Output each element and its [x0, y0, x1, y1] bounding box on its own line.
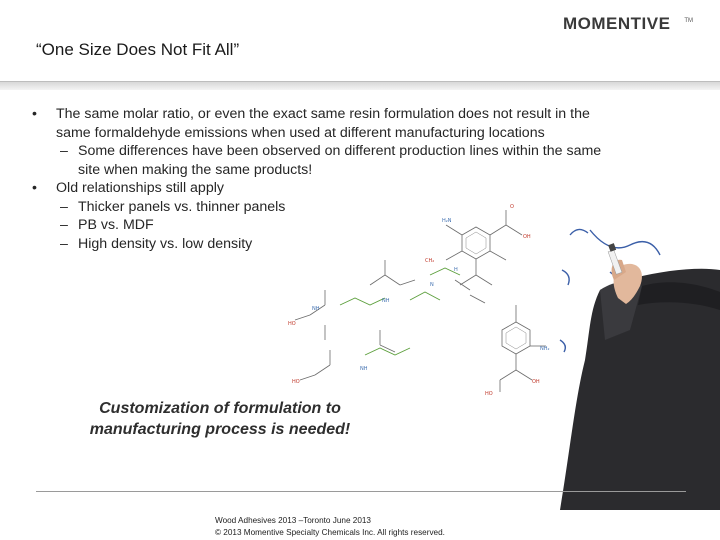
callout-line-1: Customization of formulation to — [99, 400, 341, 417]
svg-text:H₂N: H₂N — [442, 218, 452, 224]
svg-text:NH: NH — [360, 366, 368, 372]
bullet-text: Old relationships still apply — [56, 180, 224, 196]
momentive-logo — [563, 14, 693, 44]
sub-bullet-text: Some differences have been observed on different production lines within the same — [78, 143, 602, 159]
svg-text:N: N — [430, 282, 434, 288]
dash-marker: – — [60, 235, 68, 252]
sub-bullet-item — [32, 235, 692, 254]
sub-bullet-text: High density vs. low density — [78, 235, 253, 252]
sub-bullet-text: Thicker panels vs. thinner panels — [78, 198, 286, 215]
sub-bullet-item — [32, 198, 692, 217]
bullet-text-continued: same formaldehyde emissions when used at different manufacturing locations — [56, 124, 545, 141]
logo-wordmark: MOMENTIVE — [563, 14, 671, 33]
svg-text:HO: HO — [485, 391, 493, 397]
bullet-marker: • — [32, 180, 37, 196]
footer — [215, 515, 445, 539]
svg-text:HO: HO — [292, 379, 300, 385]
dash-marker: – — [60, 217, 68, 233]
sub-bullet-item — [32, 216, 692, 235]
svg-text:CH₂: CH₂ — [425, 258, 435, 264]
sub-bullet-text: PB vs. MDF — [78, 217, 154, 233]
svg-text:O: O — [510, 204, 514, 210]
dash-marker: – — [60, 143, 68, 159]
footer-event: Wood Adhesives 2013 –Toronto June 2013 — [215, 516, 371, 525]
sub-bullet-item — [32, 142, 692, 179]
svg-text:H: H — [454, 267, 458, 273]
svg-text:OH: OH — [523, 234, 531, 240]
svg-text:NH: NH — [312, 306, 320, 312]
bullet-text: The same molar ratio, or even the exact same resin formulation does not result in the — [56, 106, 590, 122]
bullet-marker: • — [32, 106, 37, 122]
svg-text:HO: HO — [288, 321, 296, 327]
dash-marker: – — [60, 198, 68, 215]
svg-text:NH₂: NH₂ — [540, 346, 550, 352]
callout-text — [60, 398, 380, 440]
svg-text:OH: OH — [532, 379, 540, 385]
logo-trademark: TM — [684, 18, 693, 24]
bullet-item — [32, 105, 692, 142]
sub-bullet-text-continued: site when making the same products! — [78, 161, 313, 178]
footer-copyright: © 2013 Momentive Specialty Chemicals Inc. All rights reserved. — [215, 528, 445, 537]
slide-body — [32, 105, 692, 253]
header-divider — [0, 82, 720, 90]
callout-line-2: manufacturing process is needed! — [89, 421, 351, 438]
svg-text:NH: NH — [382, 298, 390, 304]
footer-divider — [36, 491, 686, 492]
slide-title: “One Size Does Not Fit All” — [36, 40, 240, 59]
bullet-item — [32, 179, 692, 198]
